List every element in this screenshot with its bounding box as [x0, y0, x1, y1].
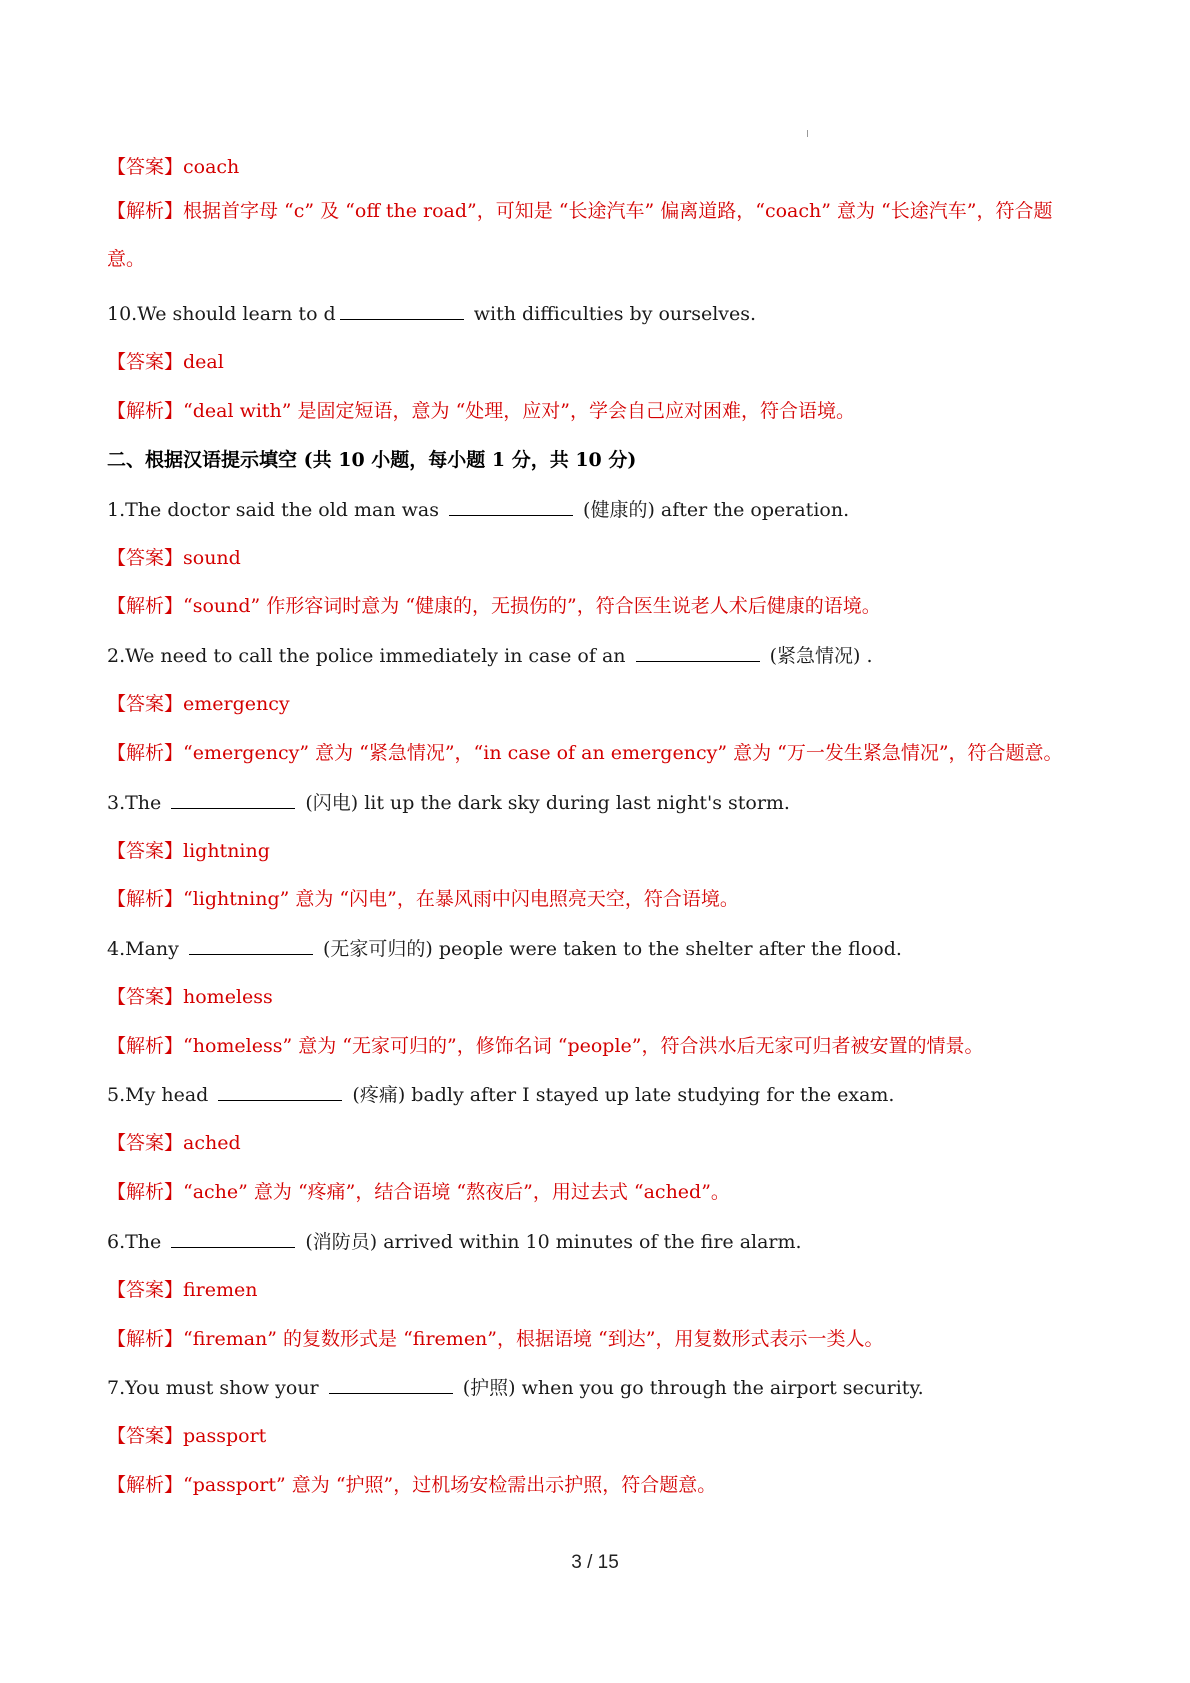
answer-line: 【答案】homeless [107, 986, 273, 1008]
question-text-before: 10.We should learn to d [107, 303, 336, 325]
question-line [107, 789, 790, 816]
question-text-after: (无家可归的) people were taken to the shelter after the flood. [316, 938, 902, 960]
answer-blank [171, 1228, 295, 1248]
question-line [107, 642, 873, 669]
answer-blank [449, 496, 573, 516]
question-text-before: 5.My head [107, 1084, 215, 1106]
answer-line: 【答案】emergency [107, 693, 290, 715]
question-text-after: (消防员) arrived within 10 minutes of the fire alarm. [299, 1231, 802, 1253]
question-text-before: 1.The doctor said the old man was [107, 499, 445, 521]
question-text-before: 7.You must show your [107, 1377, 325, 1399]
analysis-line: 【解析】“passport” 意为 “护照”，过机场安检需出示护照，符合题意。 [107, 1474, 717, 1496]
answer-blank [189, 935, 313, 955]
question-line [107, 496, 849, 523]
analysis-line: 【解析】“sound” 作形容词时意为 “健康的，无损伤的”，符合医生说老人术后健康的语境。 [107, 595, 881, 617]
answer-blank [636, 642, 760, 662]
question-line [107, 935, 902, 962]
question-line [107, 300, 756, 327]
page-number: 3 / 15 [571, 1552, 619, 1573]
analysis-line: 【解析】“homeless” 意为 “无家可归的”，修饰名词 “people”，符合洪水后无家可归者被安置的情景。 [107, 1035, 984, 1057]
question-text-before: 3.The [107, 792, 168, 814]
section-heading: 二、根据汉语提示填空 (共 10 小题，每小题 1 分，共 10 分) [107, 449, 637, 471]
question-line [107, 1374, 924, 1401]
analysis-line: 【解析】根据首字母 “c” 及 “off the road”，可知是 “长途汽车” 偏离道路，“coach” 意为 “长途汽车”，符合题意。 [107, 200, 1053, 270]
analysis-line: 【解析】“emergency” 意为 “紧急情况”，“in case of an emergency” 意为 “万一发生紧急情况”，符合题意。 [107, 742, 1063, 764]
answer-blank [340, 300, 464, 320]
margin-tick [807, 130, 808, 137]
question-text-after: (闪电) lit up the dark sky during last night's storm. [299, 792, 790, 814]
answer-line: 【答案】lightning [107, 840, 270, 862]
answer-line: 【答案】ached [107, 1132, 241, 1154]
question-text-before: 6.The [107, 1231, 168, 1253]
answer-line: 【答案】deal [107, 351, 224, 373]
question-text-before: 4.Many [107, 938, 185, 960]
analysis-line: 【解析】“fireman” 的复数形式是 “firemen”，根据语境 “到达”，用复数形式表示一类人。 [107, 1328, 884, 1350]
question-line [107, 1228, 802, 1255]
analysis-line: 【解析】“deal with” 是固定短语，意为 “处理，应对”，学会自己应对困难，符合语境。 [107, 400, 855, 422]
question-text-after: (健康的) after the operation. [577, 499, 850, 521]
question-text-after: (紧急情况) . [763, 645, 873, 667]
question-text-after: with difficulties by ourselves. [467, 303, 757, 325]
answer-line: 【答案】sound [107, 547, 241, 569]
question-line [107, 1081, 894, 1108]
answer-line: 【答案】passport [107, 1425, 267, 1447]
analysis-line: 【解析】“lightning” 意为 “闪电”，在暴风雨中闪电照亮天空，符合语境。 [107, 888, 739, 910]
question-text-before: 2.We need to call the police immediately in case of an [107, 645, 632, 667]
answer-blank [329, 1374, 453, 1394]
answer-line: 【答案】coach [107, 156, 240, 178]
answer-blank [171, 789, 295, 809]
question-text-after: (疼痛) badly after I stayed up late studying for the exam. [346, 1084, 895, 1106]
answer-line: 【答案】firemen [107, 1279, 258, 1301]
analysis-line: 【解析】“ache” 意为 “疼痛”，结合语境 “熬夜后”，用过去式 “ached”。 [107, 1181, 730, 1203]
answer-blank [218, 1081, 342, 1101]
question-text-after: (护照) when you go through the airport security. [456, 1377, 924, 1399]
